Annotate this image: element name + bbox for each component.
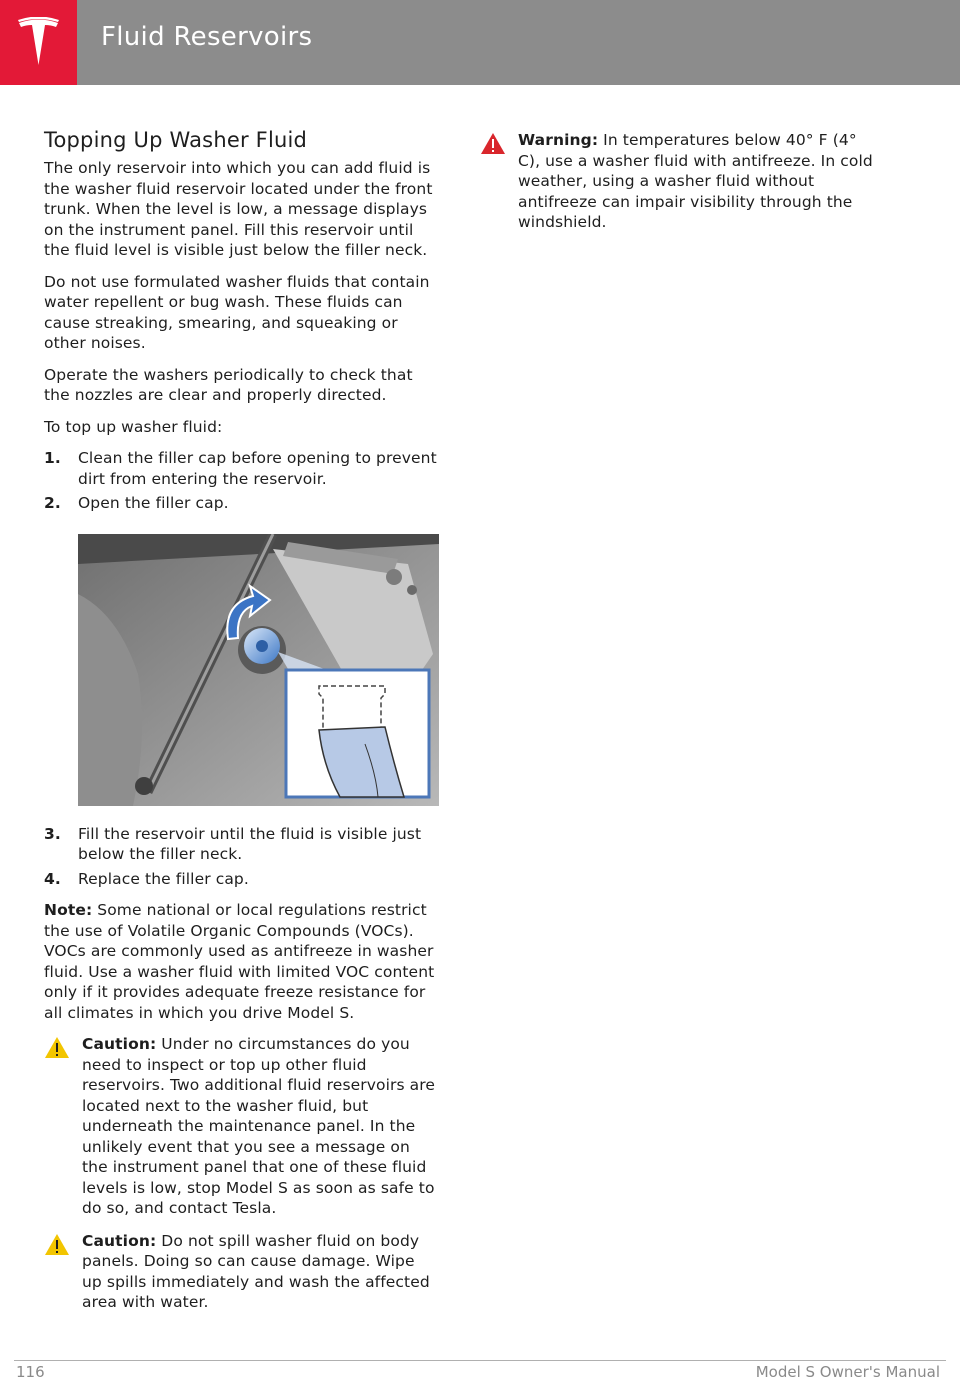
note-paragraph — [44, 900, 439, 1023]
warning-text: In temperatures below 40° F (4° C), use a washer fluid with antifreeze. In cold weather, using a washer fluid without antifreeze can impair visibility through the windshield. — [518, 131, 873, 231]
caution-label: Caution: — [82, 1231, 157, 1250]
step-text: Replace the filler cap. — [78, 869, 249, 888]
step-item — [44, 869, 439, 890]
caution-box — [44, 1034, 439, 1219]
step-item — [44, 448, 439, 489]
warning-triangle-icon — [480, 132, 506, 155]
steps-intro: To top up washer fluid: — [44, 417, 223, 436]
step-item — [44, 824, 439, 865]
manual-title: Model S Owner's Manual — [755, 1363, 940, 1381]
warning-label: Warning: — [518, 131, 599, 149]
left-column — [44, 128, 439, 1325]
caution-label: Caution: — [82, 1035, 157, 1053]
step-item — [44, 493, 439, 514]
footer-divider — [14, 1360, 946, 1361]
washer-reservoir-illustration — [78, 534, 439, 806]
step-text: Fill the reservoir until the fluid is visible just below the filler neck. — [78, 824, 422, 863]
intro-paragraph: The only reservoir into which you can add fluid is the washer fluid reservoir located under the front trunk. When the level is low, a message displays on the instrument panel. Fill this reservoir until the fluid level is visible just below the filler neck. — [44, 159, 433, 259]
fluid-advice-paragraph: Do not use formulated washer fluids that contain water repellent or bug wash. These fluids can cause streaking, smearing, and squeaking or other noises. — [44, 272, 430, 352]
brand-logo-box — [0, 0, 77, 85]
caution-text: Under no circumstances do you need to inspect or top up other fluid reservoirs. Two additional fluid reservoirs are located next to the washer fluid, but underneath the maintenance panel. In the unlikely event that you see a message on the instrument panel that one of these fluid levels is low, stop Model S as soon as safe to do so, and contact Tesla. — [82, 1035, 436, 1217]
step-number: 2. — [44, 494, 61, 512]
page-header — [0, 0, 960, 85]
section-heading: Topping Up Washer Fluid — [44, 128, 308, 152]
step-text: Open the filler cap. — [78, 494, 229, 512]
step-number: 3. — [44, 824, 61, 843]
note-label: Note: — [44, 901, 93, 919]
caution-text: Do not spill washer fluid on body panels. Doing so can cause damage. Wipe up spills immediately and wash the affected area with water. — [82, 1231, 430, 1311]
washer-check-paragraph: Operate the washers periodically to check that the nozzles are clear and properly directed. — [44, 365, 413, 404]
step-number: 1. — [44, 449, 61, 467]
page-number: 116 — [16, 1363, 45, 1381]
right-column — [480, 128, 880, 245]
caution-box — [44, 1231, 439, 1313]
warning-box — [480, 130, 880, 233]
caution-triangle-icon — [44, 1233, 70, 1256]
step-text: Clean the filler cap before opening to prevent dirt from entering the reservoir. — [78, 449, 437, 488]
tesla-logo-icon — [16, 17, 61, 67]
caution-triangle-icon — [44, 1036, 70, 1059]
page-title: Fluid Reservoirs — [101, 22, 313, 52]
step-number: 4. — [44, 869, 61, 888]
note-text: Some national or local regulations restrict the use of Volatile Organic Compounds (VOCs). VOCs are commonly used as antifreeze in washer fluid. Use a washer fluid with limited VOC content only if it provides adequate freeze resistance for all climates in which you drive Model S. — [44, 901, 435, 1022]
